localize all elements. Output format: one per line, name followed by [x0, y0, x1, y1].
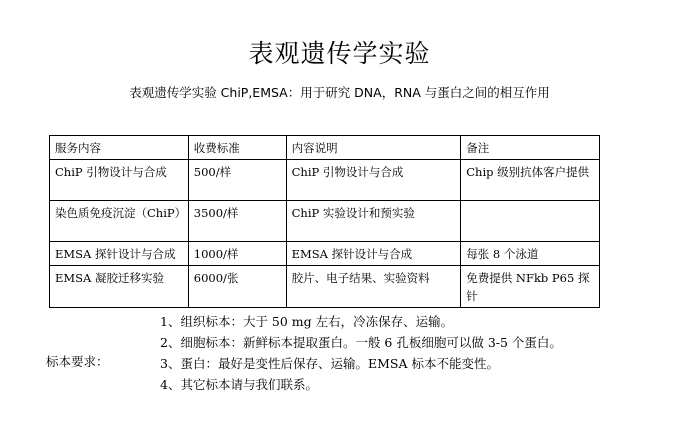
table-cell: [461, 201, 600, 242]
table-cell: 染色质免疫沉淀（ChiP）: [50, 201, 189, 242]
table-row: [50, 160, 600, 201]
table-cell: ChiP 引物设计与合成: [50, 160, 189, 201]
table-cell: ChiP 引物设计与合成: [286, 160, 461, 201]
table-row: [50, 242, 600, 266]
sample-requirements-label: 标本要求：: [46, 354, 109, 369]
table-cell: EMSA 探针设计与合成: [286, 242, 461, 266]
table-cell: 胶片、电子结果、实验资料: [286, 266, 461, 308]
table-cell: 1000/样: [188, 242, 286, 266]
header-cell-remark: 备注: [461, 136, 600, 160]
table-row: [50, 201, 600, 242]
table-cell: ChiP 实验设计和预实验: [286, 201, 461, 242]
table-cell: Chip 级别抗体客户提供: [461, 160, 600, 201]
table-cell: 3500/样: [188, 201, 286, 242]
page-title: 表观遗传学实验: [248, 39, 431, 68]
sample-requirements-list: [160, 311, 562, 395]
table-row: [50, 266, 600, 308]
list-item: 2、细胞标本：新鲜标本提取蛋白。一般 6 孔板细胞可以做 3-5 个蛋白。: [160, 335, 562, 350]
header-cell-description: 内容说明: [286, 136, 461, 160]
service-price-table: [49, 135, 600, 308]
table-cell: 免费提供 NFkb P65 探针: [461, 266, 600, 308]
table-cell: EMSA 凝胶迁移实验: [50, 266, 189, 308]
table-cell: 500/样: [188, 160, 286, 201]
page-subtitle: 表观遗传学实验 ChiP,EMSA：用于研究 DNA，RNA 与蛋白之间的相互作用: [129, 85, 550, 100]
table-cell: 每张 8 个泳道: [461, 242, 600, 266]
list-item: 3、蛋白：最好是变性后保存、运输。EMSA 标本不能变性。: [160, 356, 499, 371]
header-cell-price: 收费标准: [188, 136, 286, 160]
table-cell: EMSA 探针设计与合成: [50, 242, 189, 266]
header-cell-service: 服务内容: [50, 136, 189, 160]
list-item: 4、其它标本请与我们联系。: [160, 377, 318, 392]
list-item: 1、组织标本：大于 50 mg 左右，冷冻保存、运输。: [160, 314, 454, 329]
table-cell: 6000/张: [188, 266, 286, 308]
table-header-row: [50, 136, 600, 160]
